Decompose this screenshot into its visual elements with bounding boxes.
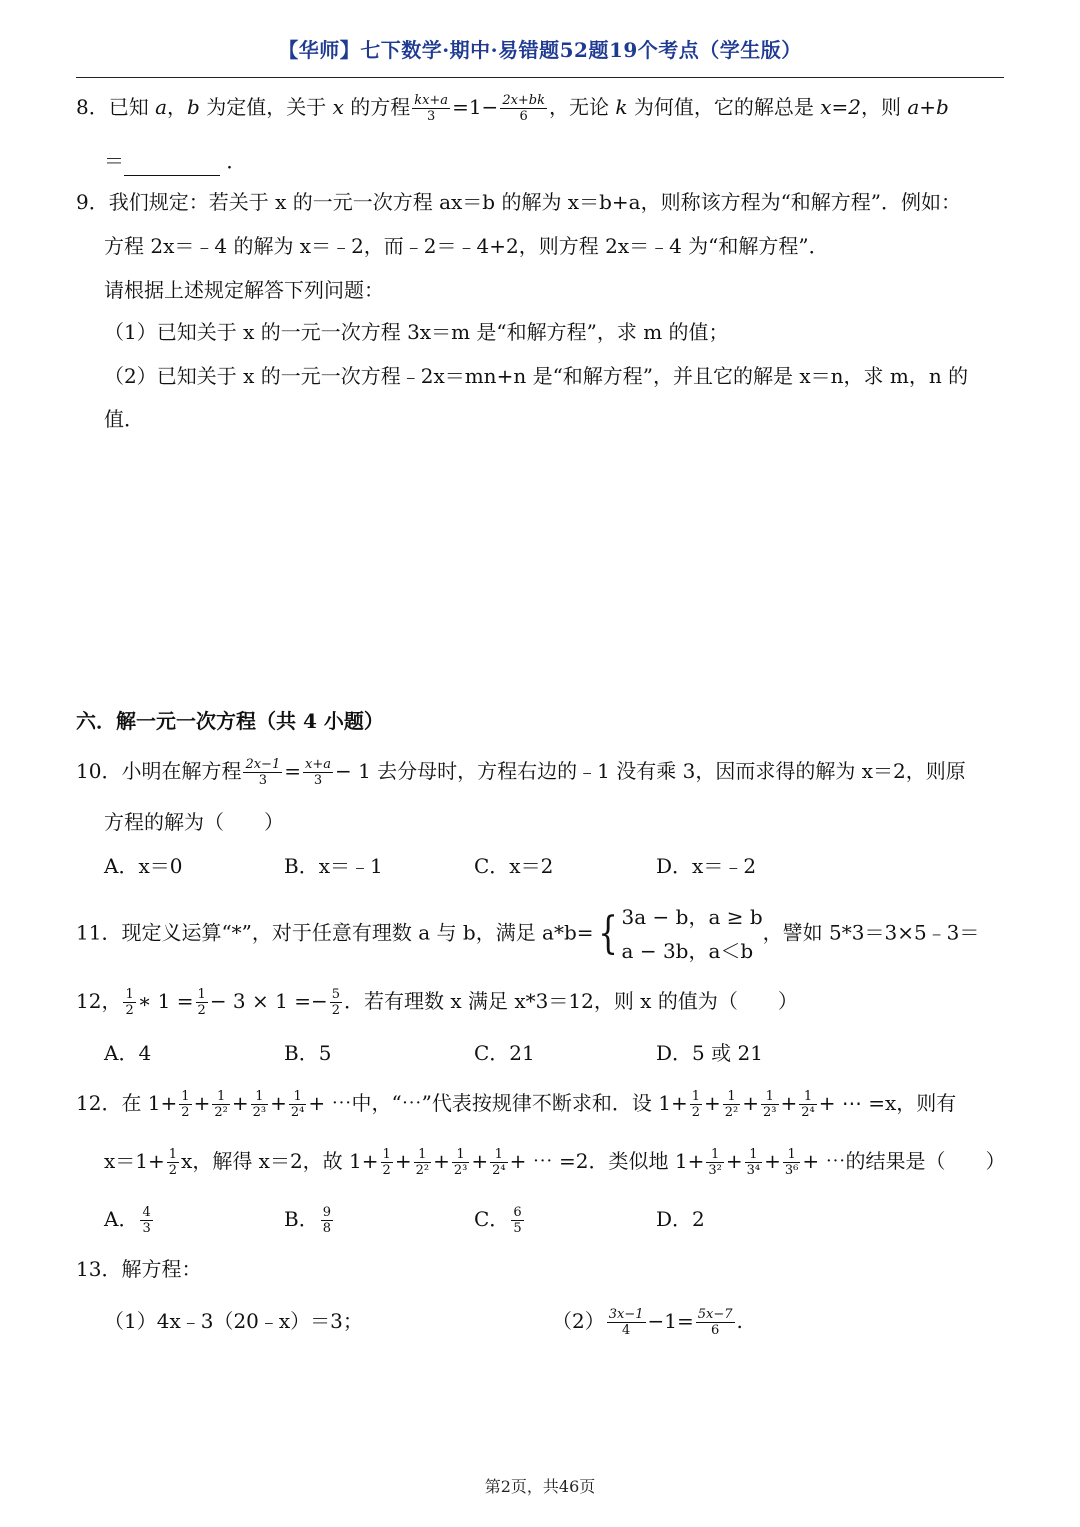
fraction: $\frac{2x+bk}{6}$	[502, 93, 546, 124]
fraction: $\frac{1}{\text{2²}}$	[214, 1089, 228, 1120]
fraction: $\frac{1}{\text{3⁶}}$	[784, 1147, 799, 1178]
fraction: $\frac{1}{\text{2⁴}}$	[492, 1147, 506, 1178]
option-a[interactable]: A．4	[104, 1041, 152, 1065]
question-9-line-1: 9．我们规定：若关于 x 的一元一次方程 ax＝b 的解为 x＝b+a，则称该方程为“和解方程”．例如：	[76, 190, 962, 214]
fraction: $\frac{1}{2}$	[197, 987, 206, 1018]
question-13-part-2: （2） $\frac{3x-1}{4}$ −1= $\frac{5x-7}{6}$ .	[552, 1307, 743, 1338]
fraction: $\frac{kx+a}{3}$	[414, 93, 449, 124]
option-d[interactable]: D．2	[656, 1207, 705, 1231]
fraction: $\frac{1}{\text{3²}}$	[708, 1147, 722, 1178]
fraction: $\frac{5}{2}$	[331, 987, 341, 1018]
option-b[interactable]: B．5	[284, 1041, 332, 1065]
fraction: $\frac{1}{2}$	[125, 987, 134, 1018]
fraction: $\frac{x+a}{3}$	[305, 757, 331, 788]
question-9-line-6: 值．	[104, 407, 144, 431]
fraction: $\frac{1}{\text{2³}}$	[252, 1089, 267, 1120]
question-10-line-1: 10．小明在解方程 $\frac{2x-1}{3}$ = $\frac{x+a}{3}$ − 1 去分母时，方程右边的﹣1 没有乘 3，因而求得的解为 x＝2，则原	[76, 757, 966, 788]
option-c[interactable]: C． $\frac{6}{5}$	[474, 1205, 522, 1236]
fraction: $\frac{1}{2}$	[691, 1089, 701, 1120]
question-11-line-2: 12， $\frac{1}{2}$ ∗ 1 = $\frac{1}{2}$ − 3 × 1 =− $\frac{5}{2}$ ．若有理数 x 满足 x*3＝12，则 x 的值为（ ）	[76, 987, 798, 1018]
question-9-part-2: （2）已知关于 x 的一元一次方程﹣2x＝mn+n 是“和解方程”，并且它的解是 x＝n，求 m，n 的	[104, 364, 969, 388]
answer-blank[interactable]	[124, 153, 220, 176]
option-b[interactable]: B． $\frac{9}{8}$	[284, 1205, 331, 1236]
question-8-line-2: ＝ ．	[104, 146, 1032, 176]
fraction: $\frac{2x-1}{3}$	[245, 757, 281, 788]
question-10-line-2: 方程的解为（ ）	[104, 810, 284, 834]
question-9-line-3: 请根据上述规定解答下列问题：	[104, 278, 384, 302]
fraction: $\frac{1}{\text{2⁴}}$	[290, 1089, 305, 1120]
piecewise-definition: { 3a − b，a ≥ b a − 3b，a＜b	[597, 905, 763, 963]
fraction: $\frac{1}{\text{2²}}$	[724, 1089, 739, 1120]
question-13-line-1: 13．解方程：	[76, 1257, 202, 1281]
question-11-line-1: 11．现定义运算“*”，对于任意有理数 a 与 b，满足 a*b={ 3a − b，a ≥ b a − 3b，a＜b ，譬如 5*3＝3×5﹣3＝	[76, 900, 1004, 968]
fraction: $\frac{1}{\text{2⁴}}$	[801, 1089, 815, 1120]
fraction: $\frac{1}{\text{2³}}$	[763, 1089, 777, 1120]
question-8-line-1: 8．已知 a，b 为定值，关于 x 的方程 $\frac{kx+a}{3}$ =1− $\frac{2x+bk}{6}$ ，无论 k 为何值，它的解总是 x=2，则 a+b	[76, 93, 949, 124]
option-c[interactable]: C．21	[474, 1041, 535, 1065]
document-header: 【华师】七下数学·期中·易错题52题19个考点（学生版）	[278, 38, 802, 62]
option-b[interactable]: B．x＝﹣1	[284, 854, 383, 878]
fraction: $\frac{1}{\text{2³}}$	[453, 1147, 468, 1178]
fraction: $\frac{1}{2}$	[382, 1147, 391, 1178]
header-divider	[76, 77, 1004, 78]
page-number: 第2页，共46页	[484, 1477, 596, 1496]
section-title: 六．解一元一次方程（共 4 小题）	[76, 709, 384, 733]
question-13-part-1: （1）4x﹣3（20﹣x）＝3；	[104, 1309, 363, 1333]
fraction: $\frac{1}{2}$	[181, 1089, 190, 1120]
fraction: $\frac{1}{\text{2²}}$	[415, 1147, 430, 1178]
question-9-line-2: 方程 2x＝﹣4 的解为 x＝﹣2，而﹣2＝﹣4+2，则方程 2x＝﹣4 为“和解方程”．	[104, 234, 829, 258]
question-12-line-2: x＝1+ $\frac{1}{2}$ x，解得 x＝2，故 1+ $\frac{1}{2}$ + $\frac{1}{\text{2²}}$ + $\frac{1}{\text{2³}}$ + $\frac{1}{\text{2⁴}}$ + ⋯ =2．类似地 1+ $\frac{1}{\text{3²}}$ + $\frac{1}{\text{3⁴}}$ + $\frac{1}{\text{3⁶}}$ + ⋯的结果是（ ）	[104, 1147, 1006, 1178]
option-a[interactable]: A． $\frac{4}{3}$	[104, 1205, 151, 1236]
option-c[interactable]: C．x＝2	[474, 854, 554, 878]
fraction: $\frac{1}{2}$	[168, 1147, 178, 1178]
question-9-part-1: （1）已知关于 x 的一元一次方程 3x＝m 是“和解方程”，求 m 的值；	[104, 320, 729, 344]
option-d[interactable]: D．x＝﹣2	[656, 854, 757, 878]
fraction: $\frac{1}{\text{3⁴}}$	[746, 1147, 761, 1178]
option-d[interactable]: D．5 或 21	[656, 1041, 763, 1065]
option-a[interactable]: A．x＝0	[104, 854, 183, 878]
question-12-line-1: 12．在 1+ $\frac{1}{2}$ + $\frac{1}{\text{2²}}$ + $\frac{1}{\text{2³}}$ + $\frac{1}{\text{2⁴}}$ + ⋯中，“⋯”代表按规律不断求和．设 1+ $\frac{1}{2}$ + $\frac{1}{\text{2²}}$ + $\frac{1}{\text{2³}}$ + $\frac{1}{\text{2⁴}}$ + ⋯ =x，则有	[76, 1089, 957, 1120]
